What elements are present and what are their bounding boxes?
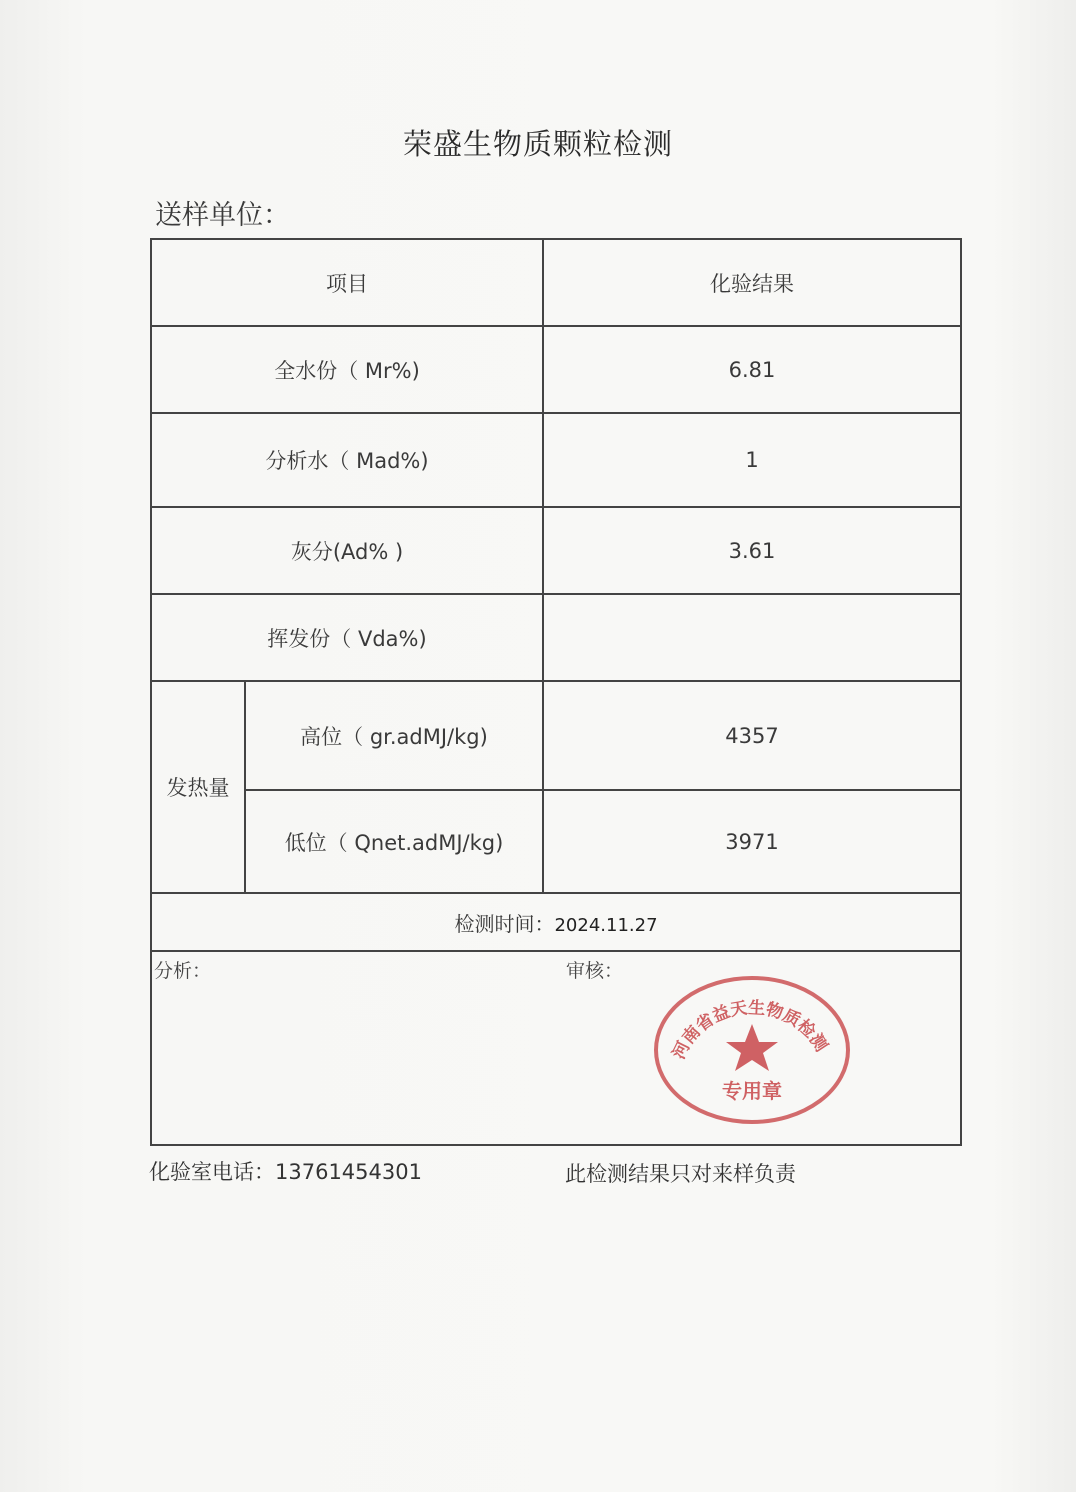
table-row — [151, 594, 961, 681]
signature-cell — [151, 951, 961, 1145]
row-value: 1 — [543, 413, 961, 507]
test-time-cell — [151, 893, 961, 951]
table-row — [151, 790, 961, 893]
disclaimer: 此检测结果只对来样负责 — [565, 1162, 796, 1186]
row-label: 灰分(Ad% ) — [151, 507, 543, 594]
header-row — [151, 239, 961, 326]
row-value — [543, 594, 961, 681]
table-row — [151, 507, 961, 594]
test-time-label: 检测时间： — [454, 911, 555, 936]
row-value: 3.61 — [543, 507, 961, 594]
lab-phone-label: 化验室电话： — [149, 1160, 275, 1184]
heat-high-label: 高位（ gr.adMJ/kg) — [245, 681, 543, 790]
signature-row — [151, 951, 961, 1145]
seal-top-text: 河南省益天生物质检测 — [669, 998, 832, 1063]
row-label: 全水份（ Mr%) — [151, 326, 543, 413]
header-item: 项目 — [151, 239, 543, 326]
lab-phone-number: 13761454301 — [275, 1160, 422, 1184]
heat-high-value: 4357 — [543, 681, 961, 790]
report-table — [150, 238, 962, 1146]
document-title: 荣盛生物质颗粒检测 — [402, 127, 673, 161]
row-label: 分析水（ Mad%) — [151, 413, 543, 507]
heat-low-label: 低位（ Qnet.adMJ/kg) — [245, 790, 543, 893]
heat-label: 发热量 — [151, 681, 245, 893]
test-time-row — [151, 893, 961, 951]
auditor-label: 审核： — [566, 960, 624, 982]
table-row — [151, 326, 961, 413]
row-value: 6.81 — [543, 326, 961, 413]
lab-phone — [149, 1156, 422, 1186]
seal-bottom-text: 专用章 — [722, 1079, 782, 1103]
official-seal — [652, 972, 852, 1127]
test-time-value: 2024.11.27 — [554, 914, 658, 936]
heat-low-value: 3971 — [543, 790, 961, 893]
table-row — [151, 681, 961, 790]
row-label: 挥发份（ Vda%) — [151, 594, 543, 681]
header-result: 化验结果 — [543, 239, 961, 326]
analyst-label: 分析： — [154, 960, 212, 982]
table-row — [151, 413, 961, 507]
sender-label: 送样单位： — [155, 200, 290, 231]
star-icon — [726, 1024, 778, 1071]
